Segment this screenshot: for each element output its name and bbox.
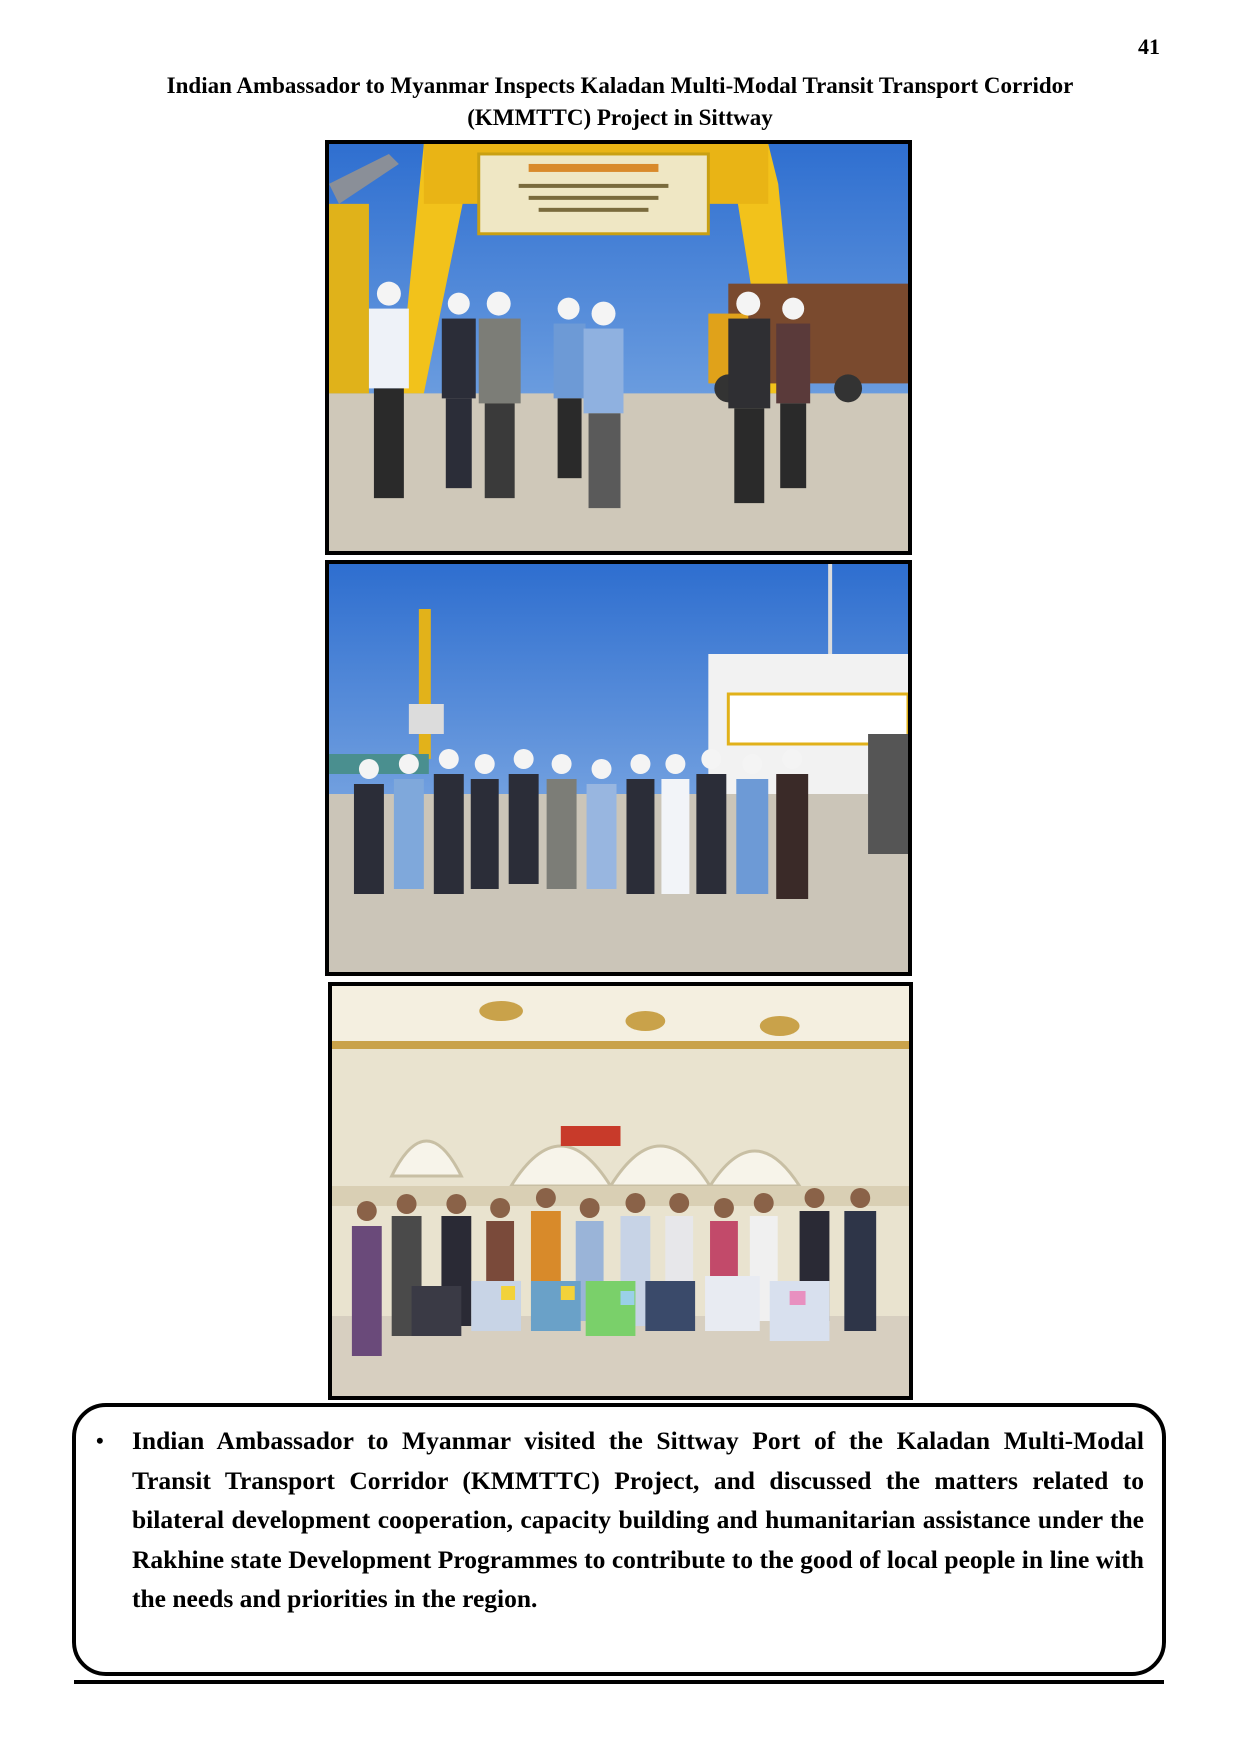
port-dock-illustration [329, 564, 908, 972]
page-title [60, 70, 1180, 134]
bullet-point: • [96, 1428, 104, 1453]
port-gantry-illustration [329, 144, 908, 551]
summary-item [96, 1421, 1144, 1619]
bottom-rule [74, 1680, 1164, 1684]
photo-port-group [325, 560, 912, 976]
summary-list [76, 1407, 1162, 1619]
page-number: 41 [1138, 34, 1160, 59]
hall-illustration [332, 986, 909, 1396]
photo-indoor-group [328, 982, 913, 1400]
summary-text: Indian Ambassador to Myanmar visited the Sittway Port of the Kaladan Multi-Modal Transit Transport Corridor (KMMTTC) Project, and discussed the matters related to bilateral development cooperation, capacity building and humanitarian assistance under the Rakhine state Development Programmes to contribute to the good of local people in line with the needs and priorities in the region. [132, 1426, 1144, 1613]
title-line-2: (KMMTTC) Project in Sittway [467, 105, 773, 130]
title-line-1: Indian Ambassador to Myanmar Inspects Kaladan Multi-Modal Transit Transport Corridor [166, 73, 1074, 98]
summary-box [72, 1403, 1166, 1676]
photo-port-gantry-walk [325, 140, 912, 555]
